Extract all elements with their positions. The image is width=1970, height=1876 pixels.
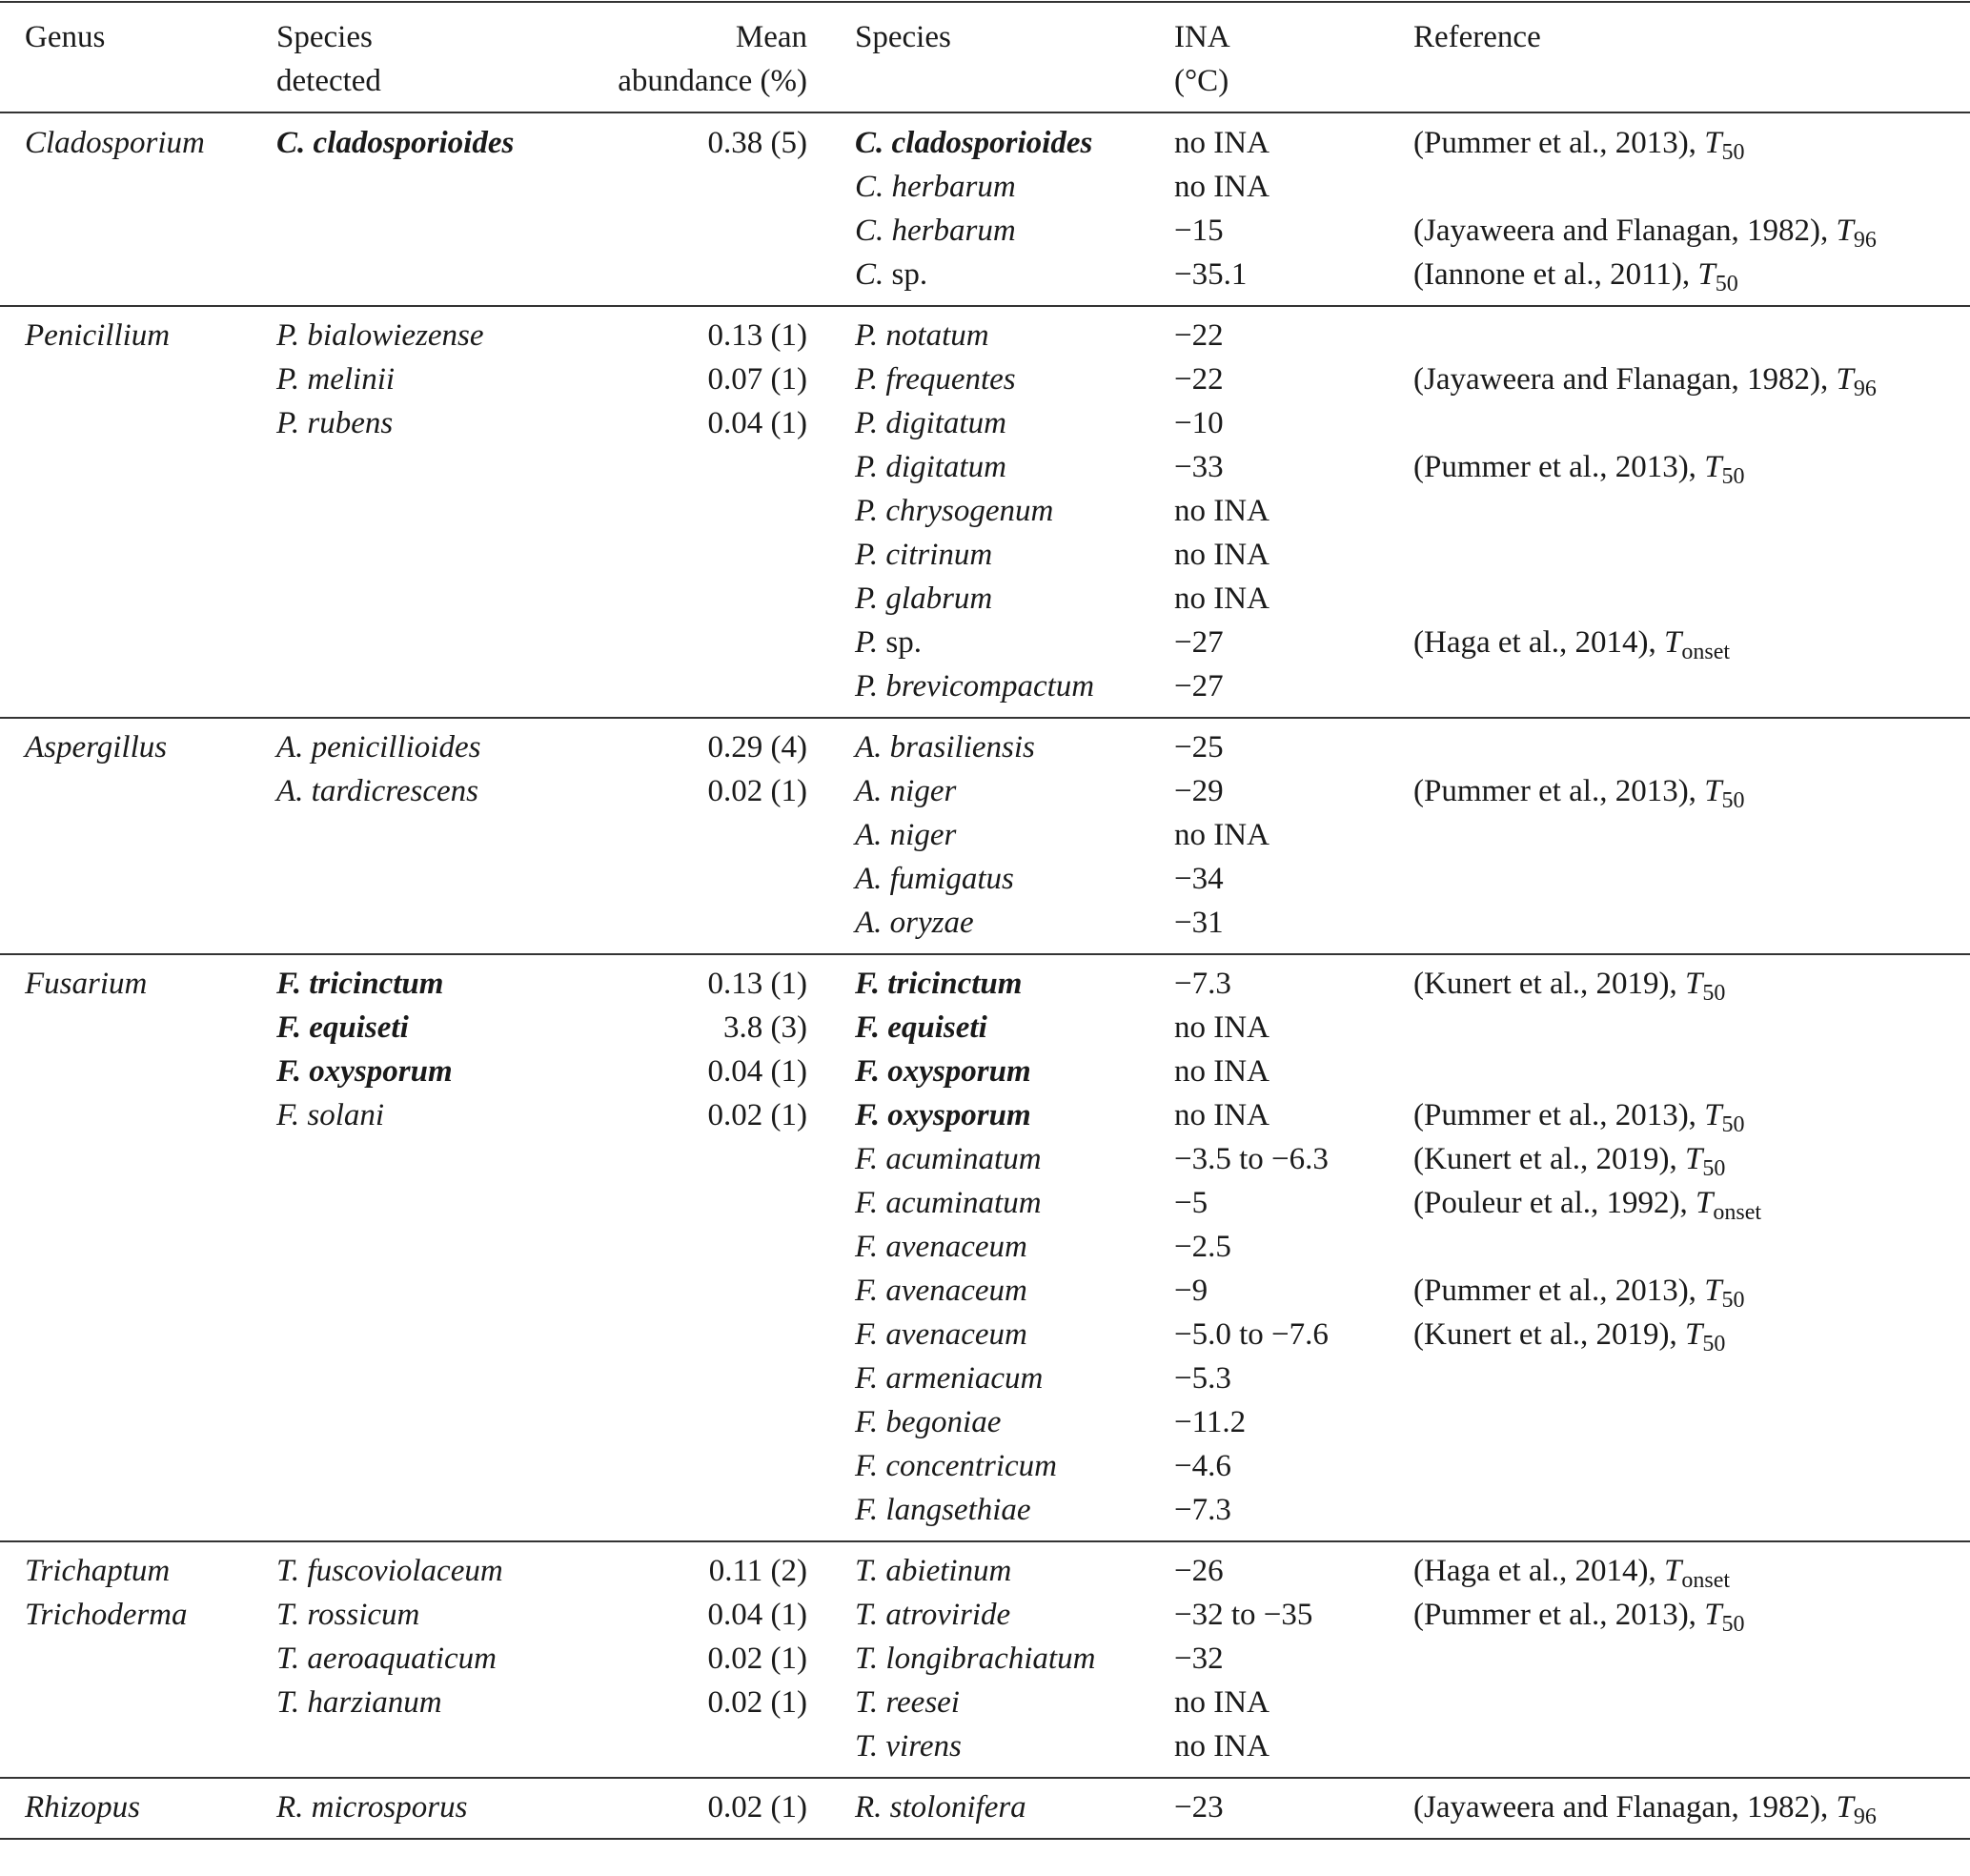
species-epithet: acuminatum <box>885 1186 1042 1220</box>
species-genus-abbrev: P. <box>855 625 879 660</box>
genus-name: Fusarium <box>25 967 148 1001</box>
temperature-metric-subscript: 96 <box>1853 377 1877 401</box>
header-species-detected-line1: Species <box>276 20 373 54</box>
reference <box>1413 621 1730 664</box>
table-header <box>0 4 1970 112</box>
ina-value: −31 <box>1174 906 1224 940</box>
ina-value: −4.6 <box>1174 1449 1231 1483</box>
detected-species: P. bialowiezense <box>276 318 484 353</box>
genus-group <box>0 113 1970 306</box>
ina-value: −9 <box>1174 1274 1208 1308</box>
reference <box>1413 1593 1745 1637</box>
reference <box>1413 445 1745 489</box>
reference-citation: (Haga et al., 2014), <box>1413 625 1664 660</box>
detected-species: A. penicillioides <box>276 730 481 765</box>
species-epithet: frequentes <box>885 362 1016 397</box>
ina-value: −11.2 <box>1174 1405 1247 1439</box>
species-name <box>855 489 1053 533</box>
reference-citation: (Pummer et al., 2013), <box>1413 1098 1705 1132</box>
reference-citation: (Jayaweera and Flanagan, 1982), <box>1413 1790 1837 1825</box>
species-epithet: niger <box>889 774 957 808</box>
mean-abundance: 0.02 (1) <box>707 774 807 808</box>
species-name <box>855 165 1016 209</box>
header-reference: Reference <box>1413 20 1541 54</box>
species-name <box>855 769 956 813</box>
species-name <box>855 621 922 664</box>
species-epithet: avenaceum <box>885 1230 1027 1264</box>
species-genus-abbrev: R. <box>855 1790 883 1825</box>
species-name <box>855 857 1014 901</box>
species-name <box>855 1181 1042 1225</box>
genus-name: Penicillium <box>25 318 171 353</box>
ina-value: −10 <box>1174 406 1224 440</box>
species-genus-abbrev: P. <box>855 450 879 484</box>
temperature-metric: T <box>1685 1317 1703 1352</box>
temperature-metric: T <box>1836 1790 1854 1825</box>
species-epithet: brasiliensis <box>889 730 1035 765</box>
temperature-metric-subscript: 50 <box>1702 1332 1726 1356</box>
species-epithet: oryzae <box>889 906 974 940</box>
species-name <box>855 1444 1057 1488</box>
temperature-metric: T <box>1836 214 1854 248</box>
species-genus-abbrev: T. <box>855 1642 879 1676</box>
ina-value: no INA <box>1174 1010 1269 1045</box>
temperature-metric-subscript: 50 <box>1702 981 1726 1006</box>
reference <box>1413 769 1745 813</box>
top-rule <box>0 1 1970 3</box>
header-ina-line2: (°C) <box>1174 64 1229 98</box>
temperature-metric: T <box>1664 1554 1682 1588</box>
species-epithet: virens <box>885 1729 962 1764</box>
ina-value: no INA <box>1174 170 1269 204</box>
species-epithet: digitatum <box>885 450 1006 484</box>
species-genus-abbrev: F. <box>855 1098 881 1132</box>
species-epithet: longibrachiatum <box>885 1642 1096 1676</box>
species-genus-abbrev: P. <box>855 318 879 353</box>
ina-value: no INA <box>1174 818 1269 852</box>
species-name <box>855 1549 1011 1593</box>
species-epithet: oxysporum <box>887 1054 1031 1089</box>
ina-value: no INA <box>1174 126 1269 160</box>
genus-group <box>0 718 1970 954</box>
species-name <box>855 253 927 296</box>
species-genus-abbrev: P. <box>855 406 879 440</box>
mean-abundance: 0.02 (1) <box>707 1685 807 1720</box>
reference-citation: (Pummer et al., 2013), <box>1413 450 1705 484</box>
ina-value: −5 <box>1174 1186 1208 1220</box>
temperature-metric: T <box>1704 774 1722 808</box>
species-epithet: begoniae <box>885 1405 1002 1439</box>
reference-citation: (Kunert et al., 2019), <box>1413 967 1685 1001</box>
reference <box>1413 253 1738 296</box>
temperature-metric-subscript: 50 <box>1721 1288 1745 1313</box>
temperature-metric-subscript: 96 <box>1853 228 1877 253</box>
reference-citation: (Kunert et al., 2019), <box>1413 1142 1685 1176</box>
ina-value: no INA <box>1174 1729 1269 1764</box>
species-name <box>855 1050 1031 1093</box>
species-name <box>855 209 1016 253</box>
reference <box>1413 1093 1745 1137</box>
detected-species: T. aeroaquaticum <box>276 1642 497 1676</box>
ina-value: −29 <box>1174 774 1224 808</box>
ina-value: −35.1 <box>1174 257 1248 292</box>
reference <box>1413 1313 1725 1356</box>
ina-value: −15 <box>1174 214 1224 248</box>
species-genus-abbrev: F. <box>855 1361 879 1396</box>
genus-group <box>0 1541 1970 1778</box>
temperature-metric: T <box>1704 1098 1722 1132</box>
reference <box>1413 1785 1877 1829</box>
genus-group <box>0 954 1970 1541</box>
reference <box>1413 1137 1725 1181</box>
ina-value: −32 to −35 <box>1174 1598 1313 1632</box>
mean-abundance: 3.8 (3) <box>723 1010 807 1045</box>
temperature-metric-subscript: 50 <box>1721 464 1745 489</box>
genus-group <box>0 1778 1970 1839</box>
species-name <box>855 1225 1027 1269</box>
temperature-metric: T <box>1664 625 1682 660</box>
header-genus: Genus <box>25 20 106 54</box>
species-epithet: digitatum <box>885 406 1006 440</box>
temperature-metric: T <box>1836 362 1854 397</box>
species-name <box>855 1269 1027 1313</box>
species-name <box>855 664 1094 708</box>
detected-species: T. harzianum <box>276 1685 442 1720</box>
species-name <box>855 577 992 621</box>
mean-abundance: 0.29 (4) <box>707 730 807 765</box>
species-epithet: acuminatum <box>885 1142 1042 1176</box>
detected-species: F. tricinctum <box>276 967 444 1001</box>
ina-value: −23 <box>1174 1790 1224 1825</box>
species-name <box>855 1488 1031 1532</box>
detected-species: T. fuscoviolaceum <box>276 1554 503 1588</box>
species-epithet: abietinum <box>885 1554 1012 1588</box>
species-epithet: herbarum <box>891 214 1016 248</box>
ina-value: −3.5 to −6.3 <box>1174 1142 1329 1176</box>
species-name <box>855 1593 1010 1637</box>
temperature-metric-subscript: onset <box>1681 1568 1731 1593</box>
temperature-metric-subscript: onset <box>1713 1200 1762 1225</box>
species-name <box>855 1681 960 1724</box>
header-species-detected-line2: detected <box>276 64 381 98</box>
temperature-metric-subscript: 50 <box>1721 140 1745 165</box>
species-name <box>855 401 1006 445</box>
reference-citation: (Kunert et al., 2019), <box>1413 1317 1685 1352</box>
species-genus-abbrev: C. <box>855 214 884 248</box>
reference-citation: (Pummer et al., 2013), <box>1413 126 1705 160</box>
species-epithet: cladosporioides <box>891 126 1093 160</box>
ina-value: −7.3 <box>1174 1493 1231 1527</box>
species-name <box>855 1313 1027 1356</box>
species-genus-abbrev: F. <box>855 1142 879 1176</box>
ina-value: −5.0 to −7.6 <box>1174 1317 1329 1352</box>
mean-abundance: 0.13 (1) <box>707 967 807 1001</box>
temperature-metric-subscript: 50 <box>1721 788 1745 813</box>
header-ina-line1: INA <box>1174 20 1230 54</box>
bottom-rule <box>0 1838 1970 1840</box>
species-genus-abbrev: A. <box>855 818 883 852</box>
ina-value: −2.5 <box>1174 1230 1231 1264</box>
ina-value: −5.3 <box>1174 1361 1231 1396</box>
species-name <box>855 1637 1095 1681</box>
species-name <box>855 314 989 357</box>
species-epithet: sp. <box>891 257 928 292</box>
species-name <box>855 962 1022 1006</box>
species-epithet: sp. <box>885 625 922 660</box>
temperature-metric: T <box>1697 257 1716 292</box>
species-epithet: niger <box>889 818 957 852</box>
species-epithet: concentricum <box>885 1449 1058 1483</box>
species-genus-abbrev: P. <box>855 362 879 397</box>
detected-species: C. cladosporioides <box>276 126 515 160</box>
temperature-metric-subscript: onset <box>1681 640 1731 664</box>
reference <box>1413 121 1745 165</box>
detected-species: P. melinii <box>276 362 396 397</box>
header-species: Species <box>855 20 951 54</box>
genus-name: Cladosporium <box>25 126 205 160</box>
species-epithet: glabrum <box>885 581 993 616</box>
species-genus-abbrev: T. <box>855 1729 879 1764</box>
detected-species: F. equiseti <box>276 1010 409 1045</box>
temperature-metric: T <box>1704 126 1722 160</box>
species-name <box>855 1724 962 1768</box>
species-name <box>855 357 1016 401</box>
species-epithet: langsethiae <box>885 1493 1031 1527</box>
detected-species: P. rubens <box>276 406 394 440</box>
ina-value: no INA <box>1174 581 1269 616</box>
reference <box>1413 209 1877 253</box>
species-epithet: reesei <box>885 1685 960 1720</box>
mean-abundance: 0.13 (1) <box>707 318 807 353</box>
reference <box>1413 1549 1730 1593</box>
mean-abundance: 0.02 (1) <box>707 1098 807 1132</box>
species-epithet: armeniacum <box>885 1361 1044 1396</box>
species-name <box>855 1006 987 1050</box>
species-genus-abbrev: C. <box>855 126 884 160</box>
detected-species: A. tardicrescens <box>276 774 479 808</box>
species-epithet: atroviride <box>885 1598 1011 1632</box>
species-genus-abbrev: C. <box>855 257 884 292</box>
reference-citation: (Pummer et al., 2013), <box>1413 774 1705 808</box>
reference-citation: (Jayaweera and Flanagan, 1982), <box>1413 362 1837 397</box>
species-epithet: avenaceum <box>885 1274 1027 1308</box>
detected-species: F. oxysporum <box>276 1054 453 1089</box>
species-epithet: oxysporum <box>887 1098 1031 1132</box>
detected-species: F. solani <box>276 1098 385 1132</box>
mean-abundance: 0.11 (2) <box>708 1554 807 1588</box>
species-name <box>855 533 992 577</box>
species-genus-abbrev: F. <box>855 1230 879 1264</box>
species-name <box>855 1400 1001 1444</box>
temperature-metric: T <box>1685 967 1703 1001</box>
species-genus-abbrev: F. <box>855 1186 879 1220</box>
species-epithet: stolonifera <box>889 1790 1026 1825</box>
species-name <box>855 121 1092 165</box>
genus-group <box>0 306 1970 718</box>
species-name <box>855 1093 1031 1137</box>
ina-value: −7.3 <box>1174 967 1231 1001</box>
species-genus-abbrev: F. <box>855 1317 879 1352</box>
species-genus-abbrev: A. <box>855 774 883 808</box>
reference <box>1413 357 1877 401</box>
species-name <box>855 725 1035 769</box>
ina-value: −32 <box>1174 1642 1224 1676</box>
genus-name: Aspergillus <box>25 730 168 765</box>
species-epithet: notatum <box>885 318 989 353</box>
species-epithet: chrysogenum <box>885 494 1054 528</box>
ina-value: −34 <box>1174 862 1224 896</box>
header-mean-abundance-line2: abundance (%) <box>618 64 807 98</box>
ina-value: −25 <box>1174 730 1224 765</box>
species-epithet: avenaceum <box>885 1317 1027 1352</box>
temperature-metric: T <box>1685 1142 1703 1176</box>
temperature-metric-subscript: 50 <box>1721 1612 1745 1637</box>
temperature-metric-subscript: 50 <box>1715 272 1738 296</box>
temperature-metric-subscript: 50 <box>1721 1112 1745 1137</box>
ina-value: −27 <box>1174 669 1224 704</box>
reference-citation: (Pouleur et al., 1992), <box>1413 1186 1696 1220</box>
reference-citation: (Pummer et al., 2013), <box>1413 1274 1705 1308</box>
ina-value: −22 <box>1174 318 1224 353</box>
detected-species: T. rossicum <box>276 1598 420 1632</box>
reference-citation: (Haga et al., 2014), <box>1413 1554 1664 1588</box>
species-name <box>855 445 1006 489</box>
ina-value: −26 <box>1174 1554 1224 1588</box>
mean-abundance: 0.02 (1) <box>707 1790 807 1825</box>
species-epithet: tricinctum <box>887 967 1023 1001</box>
mean-abundance: 0.07 (1) <box>707 362 807 397</box>
species-name <box>855 1356 1043 1400</box>
mean-abundance: 0.04 (1) <box>707 406 807 440</box>
mean-abundance: 0.04 (1) <box>707 1598 807 1632</box>
species-genus-abbrev: T. <box>855 1685 879 1720</box>
species-genus-abbrev: F. <box>855 1010 881 1045</box>
species-genus-abbrev: C. <box>855 170 884 204</box>
species-genus-abbrev: F. <box>855 1449 879 1483</box>
ina-value: no INA <box>1174 494 1269 528</box>
temperature-metric-subscript: 50 <box>1702 1156 1726 1181</box>
reference <box>1413 1269 1745 1313</box>
species-genus-abbrev: P. <box>855 669 879 704</box>
temperature-metric: T <box>1704 450 1722 484</box>
species-genus-abbrev: T. <box>855 1554 879 1588</box>
genus-name: Trichoderma <box>25 1598 188 1632</box>
species-genus-abbrev: A. <box>855 862 883 896</box>
temperature-metric: T <box>1704 1274 1722 1308</box>
species-genus-abbrev: P. <box>855 494 879 528</box>
ina-value: no INA <box>1174 538 1269 572</box>
species-genus-abbrev: A. <box>855 906 883 940</box>
species-name <box>855 813 956 857</box>
species-genus-abbrev: F. <box>855 1493 879 1527</box>
reference <box>1413 1181 1761 1225</box>
species-epithet: citrinum <box>885 538 993 572</box>
species-genus-abbrev: A. <box>855 730 883 765</box>
species-name <box>855 901 974 945</box>
ina-value: no INA <box>1174 1685 1269 1720</box>
species-genus-abbrev: F. <box>855 1274 879 1308</box>
ina-value: −22 <box>1174 362 1224 397</box>
species-genus-abbrev: P. <box>855 581 879 616</box>
reference-citation: (Jayaweera and Flanagan, 1982), <box>1413 214 1837 248</box>
species-epithet: brevicompactum <box>885 669 1095 704</box>
genus-name: Rhizopus <box>25 1790 141 1825</box>
temperature-metric-subscript: 96 <box>1853 1805 1877 1829</box>
mean-abundance: 0.04 (1) <box>707 1054 807 1089</box>
temperature-metric: T <box>1696 1186 1714 1220</box>
species-epithet: fumigatus <box>889 862 1014 896</box>
species-genus-abbrev: F. <box>855 967 881 1001</box>
reference-citation: (Pummer et al., 2013), <box>1413 1598 1705 1632</box>
species-name <box>855 1137 1042 1181</box>
species-genus-abbrev: P. <box>855 538 879 572</box>
species-genus-abbrev: T. <box>855 1598 879 1632</box>
header-mean-abundance-line1: Mean <box>735 20 807 54</box>
species-name <box>855 1785 1026 1829</box>
species-genus-abbrev: F. <box>855 1405 879 1439</box>
species-epithet: herbarum <box>891 170 1016 204</box>
ina-value: no INA <box>1174 1098 1269 1132</box>
species-epithet: equiseti <box>887 1010 987 1045</box>
mean-abundance: 0.38 (5) <box>707 126 807 160</box>
reference-citation: (Iannone et al., 2011), <box>1413 257 1698 292</box>
ina-value: −27 <box>1174 625 1224 660</box>
reference <box>1413 962 1725 1006</box>
species-genus-abbrev: F. <box>855 1054 881 1089</box>
mean-abundance: 0.02 (1) <box>707 1642 807 1676</box>
ina-value: no INA <box>1174 1054 1269 1089</box>
genus-name: Trichaptum <box>25 1554 171 1588</box>
temperature-metric: T <box>1704 1598 1722 1632</box>
ina-value: −33 <box>1174 450 1224 484</box>
detected-species: R. microsporus <box>276 1790 468 1825</box>
